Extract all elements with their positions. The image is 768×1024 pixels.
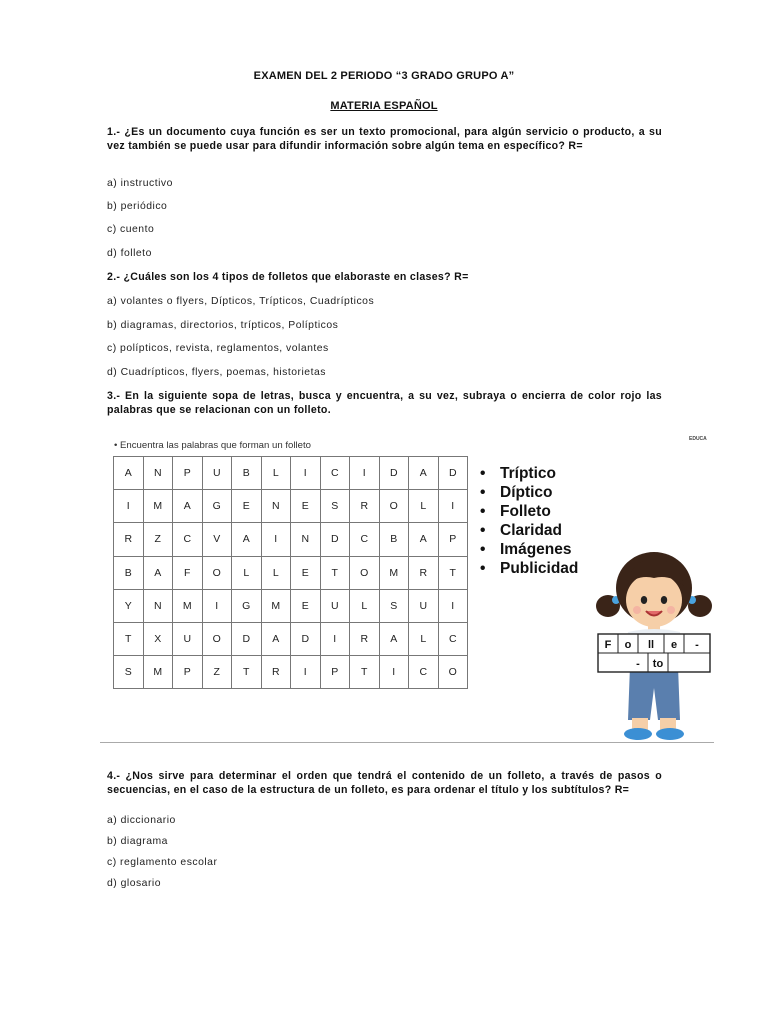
word-search-cell: M xyxy=(261,589,291,622)
word-search-cell: A xyxy=(143,556,173,589)
word-search-cell: L xyxy=(350,589,380,622)
word-search-cell: P xyxy=(320,656,350,689)
sign-letter: F xyxy=(604,639,612,651)
word-search-cell: D xyxy=(291,622,321,655)
word-search-cell: T xyxy=(350,656,380,689)
sign-letter: - xyxy=(695,639,699,651)
word-search-cell: V xyxy=(202,523,232,556)
word-search-cell: E xyxy=(291,589,321,622)
word-search-cell: I xyxy=(350,457,380,490)
word-list-item: • Tríptico xyxy=(480,464,578,483)
word-search-cell: Z xyxy=(143,523,173,556)
word-search-cell: O xyxy=(379,490,409,523)
word-search-row xyxy=(114,622,468,655)
word-search-cell: B xyxy=(379,523,409,556)
question-2-option-d: d) Cuadrípticos, flyers, poemas, historietas xyxy=(107,367,326,378)
word-search-cell: I xyxy=(438,589,468,622)
word-search-cell: S xyxy=(320,490,350,523)
word-search-cell: A xyxy=(261,622,291,655)
word-search-cell: L xyxy=(232,556,262,589)
word-search-cell: C xyxy=(409,656,439,689)
question-4-option-b: b) diagrama xyxy=(107,836,168,847)
word-search-cell: T xyxy=(438,556,468,589)
sign-letter: ll xyxy=(647,639,655,651)
question-2-option-a: a) volantes o flyers, Dípticos, Trípticos, Cuadrípticos xyxy=(107,296,375,307)
word-search-cell: M xyxy=(379,556,409,589)
word-search-cell: G xyxy=(232,589,262,622)
word-search-cell: A xyxy=(114,457,144,490)
sign-letter: e xyxy=(670,639,678,651)
question-2-option-b: b) diagramas, directorios, trípticos, Polípticos xyxy=(107,320,339,331)
question-1-option-b: b) periódico xyxy=(107,201,168,212)
word-search-cell: I xyxy=(261,523,291,556)
word-search-cell: B xyxy=(114,556,144,589)
word-search-cell: R xyxy=(409,556,439,589)
word-search-row xyxy=(114,490,468,523)
word-search-cell: R xyxy=(114,523,144,556)
question-1-text: 1.- ¿Es un documento cuya función es ser un texto promocional, para algún servicio o producto, a su vez también se puede usar para difundir información sobre algún tema en específico? R= xyxy=(107,126,662,152)
word-search-cell: M xyxy=(173,589,203,622)
word-search-cell: P xyxy=(438,523,468,556)
word-search-cell: D xyxy=(379,457,409,490)
word-search-cell: I xyxy=(291,656,321,689)
word-search-cell: U xyxy=(202,457,232,490)
word-search-cell: A xyxy=(409,457,439,490)
word-search-cell: U xyxy=(173,622,203,655)
word-search-cell: D xyxy=(438,457,468,490)
word-search-caption: • Encuentra las palabras que forman un folleto xyxy=(114,440,311,451)
word-search-cell: G xyxy=(202,490,232,523)
sign-letter: to xyxy=(652,658,664,670)
word-search-row xyxy=(114,589,468,622)
word-search-cell: R xyxy=(350,490,380,523)
word-search-cell: M xyxy=(143,490,173,523)
word-search-cell: L xyxy=(261,556,291,589)
question-2-option-c: c) polípticos, revista, reglamentos, volantes xyxy=(107,343,329,354)
word-search-grid xyxy=(113,456,468,689)
word-search-cell: D xyxy=(232,622,262,655)
sign-letter: o xyxy=(624,639,632,651)
word-search-cell: C xyxy=(350,523,380,556)
word-search-cell: L xyxy=(409,622,439,655)
question-4-option-d: d) glosario xyxy=(107,878,162,889)
word-search-cell: I xyxy=(291,457,321,490)
question-1-option-a: a) instructivo xyxy=(107,178,173,189)
exam-title: EXAMEN DEL 2 PERIODO “3 GRADO GRUPO A” xyxy=(253,70,515,82)
question-4-text: 4.- ¿Nos sirve para determinar el orden que tendrá el contenido de un folleto, a través de pasos o secuencias, en el caso de la estructura de un folleto, es para ordenar el título y los subtítulos? R= xyxy=(107,770,662,796)
word-search-cell: A xyxy=(379,622,409,655)
question-1-option-d: d) folleto xyxy=(107,248,152,259)
word-search-cell: T xyxy=(320,556,350,589)
word-search-cell: M xyxy=(143,656,173,689)
word-search-cell: F xyxy=(173,556,203,589)
word-search-row xyxy=(114,556,468,589)
word-search-cell: E xyxy=(291,556,321,589)
question-3-text: 3.- En la siguiente sopa de letras, busca y encuentra, a su vez, subraya o encierra de color rojo las palabras que se relacionan con un folleto. xyxy=(107,390,662,416)
word-search-row xyxy=(114,457,468,490)
word-search-cell: R xyxy=(261,656,291,689)
word-search-cell: U xyxy=(409,589,439,622)
subject-title: MATERIA ESPAÑOL xyxy=(330,100,438,112)
question-1-option-c: c) cuento xyxy=(107,224,155,235)
word-list xyxy=(480,464,578,578)
section-divider xyxy=(100,742,714,743)
word-search-cell: C xyxy=(438,622,468,655)
word-search-cell: S xyxy=(114,656,144,689)
word-search-cell: R xyxy=(350,622,380,655)
word-search-cell: N xyxy=(143,589,173,622)
word-search-cell: Y xyxy=(114,589,144,622)
word-search-row xyxy=(114,523,468,556)
word-search-cell: O xyxy=(350,556,380,589)
word-search-cell: D xyxy=(320,523,350,556)
word-list-item: • Folleto xyxy=(480,502,578,521)
question-4-option-a: a) diccionario xyxy=(107,815,176,826)
word-search-cell: I xyxy=(320,622,350,655)
word-search-cell: P xyxy=(173,656,203,689)
word-search-cell: C xyxy=(173,523,203,556)
word-search-cell: E xyxy=(232,490,262,523)
word-search-cell: E xyxy=(291,490,321,523)
question-4-option-c: c) reglamento escolar xyxy=(107,857,218,868)
word-search-row xyxy=(114,656,468,689)
word-list-item: • Díptico xyxy=(480,483,578,502)
word-search-cell: X xyxy=(143,622,173,655)
word-search-cell: A xyxy=(173,490,203,523)
question-2-text: 2.- ¿Cuáles son los 4 tipos de folletos que elaboraste en clases? R= xyxy=(107,271,469,283)
word-search-cell: P xyxy=(173,457,203,490)
word-search-cell: B xyxy=(232,457,262,490)
word-search-cell: I xyxy=(379,656,409,689)
word-search-cell: T xyxy=(232,656,262,689)
word-search-cell: L xyxy=(261,457,291,490)
word-search-cell: A xyxy=(232,523,262,556)
word-search-cell: N xyxy=(291,523,321,556)
publisher-stamp: EDUCA xyxy=(689,436,707,442)
word-list-item: • Claridad xyxy=(480,521,578,540)
sign-letter: - xyxy=(636,658,640,670)
word-search-cell: I xyxy=(202,589,232,622)
word-search-cell: O xyxy=(202,556,232,589)
word-search-cell: N xyxy=(261,490,291,523)
word-search-cell: N xyxy=(143,457,173,490)
word-search-cell: I xyxy=(438,490,468,523)
word-search-cell: S xyxy=(379,589,409,622)
word-list-item: • Publicidad xyxy=(480,559,578,578)
girl-illustration xyxy=(592,548,716,744)
word-search-cell: L xyxy=(409,490,439,523)
word-search-cell: I xyxy=(114,490,144,523)
word-list-item: • Imágenes xyxy=(480,540,578,559)
word-search-cell: U xyxy=(320,589,350,622)
word-search-cell: C xyxy=(320,457,350,490)
word-search-cell: A xyxy=(409,523,439,556)
word-search-cell: Z xyxy=(202,656,232,689)
word-search-cell: O xyxy=(202,622,232,655)
word-search-cell: T xyxy=(114,622,144,655)
word-search-cell: O xyxy=(438,656,468,689)
